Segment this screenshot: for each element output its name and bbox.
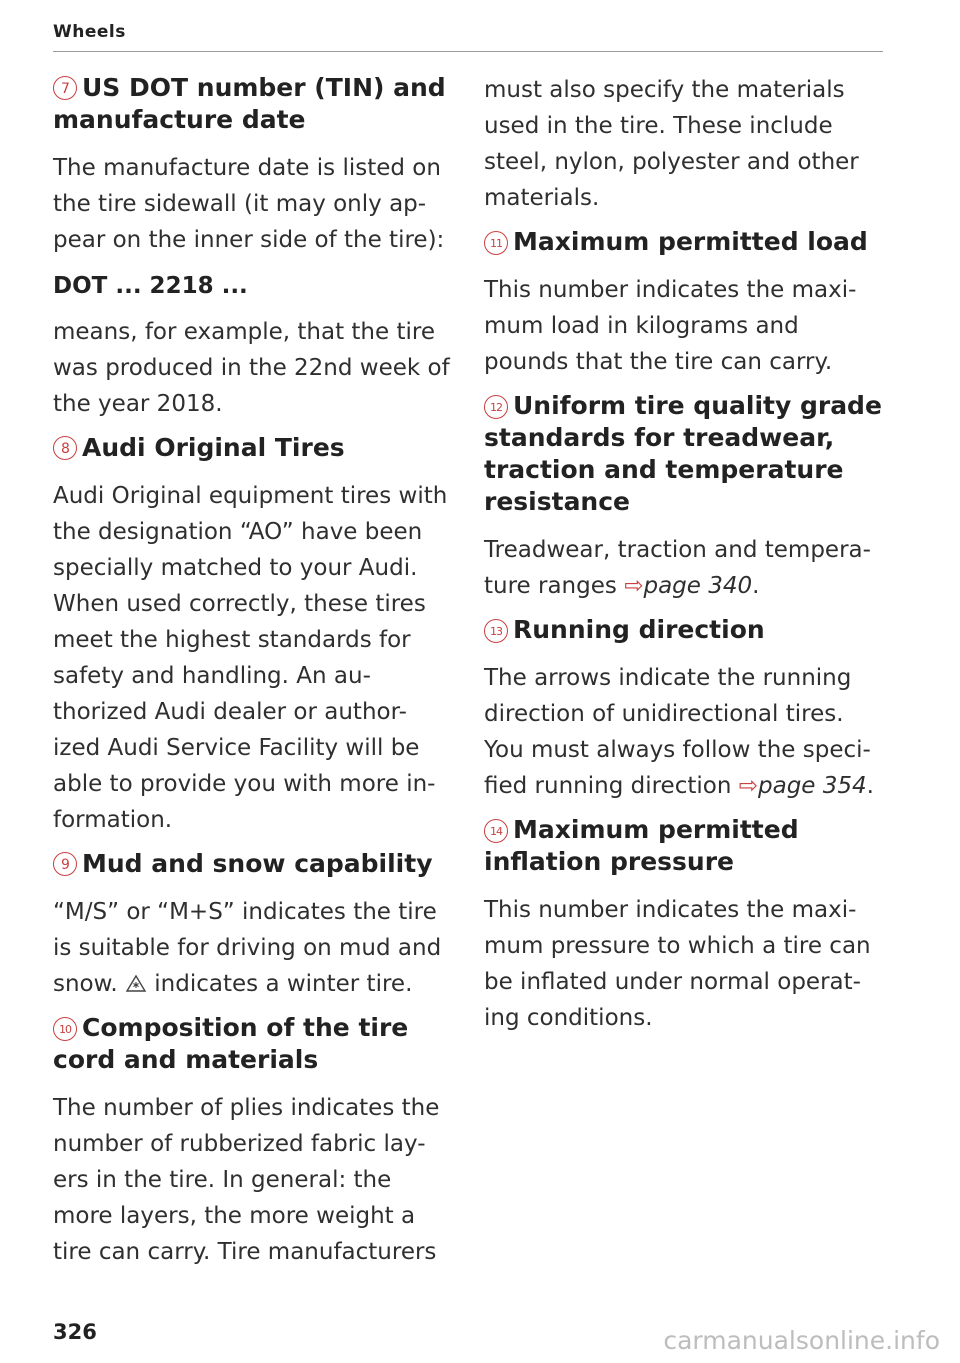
header-rule: [53, 51, 883, 52]
watermark: carmanualsonline.info: [663, 1326, 940, 1355]
section-11: [484, 226, 884, 380]
punctuation: .: [866, 773, 874, 799]
page-reference-text: page 340: [643, 573, 753, 599]
dot-code: DOT ... 2218 ...: [53, 273, 248, 299]
section-14: [484, 814, 884, 1036]
page-reference-text: page 354: [758, 773, 867, 799]
section-10: [53, 1012, 453, 1270]
section-heading: [484, 390, 884, 518]
section-heading: [53, 1012, 453, 1076]
callout-number: 8: [53, 436, 77, 460]
page-reference-link[interactable]: [624, 573, 752, 599]
body-text-part: Treadwear, traction and tempera-ture ranges: [484, 537, 871, 599]
section-heading: [53, 848, 453, 880]
arrow-right-icon: ⇨: [624, 573, 644, 599]
left-column: [53, 72, 453, 1280]
heading-text: Maximum permitted inflation pressure: [484, 815, 799, 876]
section-10-continued: [484, 72, 884, 216]
page-reference-link[interactable]: [739, 773, 867, 799]
callout-number: 14: [484, 819, 508, 843]
section-heading: [484, 226, 884, 258]
heading-text: Maximum permitted load: [513, 227, 868, 256]
body-text: The manufacture date is listed on the tire sidewall (it may only ap-pear on the inner side of the tire):: [53, 155, 445, 253]
section-7: [53, 72, 453, 422]
body-text: This number indicates the maxi-mum pressure to which a tire can be inflated under normal operat-ing conditions.: [484, 897, 871, 1031]
heading-text: Composition of the tire cord and materials: [53, 1013, 409, 1074]
punctuation: .: [752, 573, 760, 599]
section-heading: [53, 72, 453, 136]
heading-text: Running direction: [513, 615, 765, 644]
body-text-part: indicates a winter tire.: [154, 971, 413, 997]
callout-number: 12: [484, 395, 508, 419]
callout-number: 13: [484, 619, 508, 643]
body-text: [484, 532, 884, 604]
section-12: [484, 390, 884, 604]
body-text-part: The arrows indicate the running direction of unidirectional tires. You must always follow the speci-fied running direction: [484, 665, 871, 799]
heading-text: Mud and snow capability: [82, 849, 433, 878]
callout-number: 9: [53, 852, 77, 876]
body-text: means, for example, that the tire was produced in the 22nd week of the year 2018.: [53, 319, 450, 417]
right-column: [484, 72, 884, 1046]
heading-text: Uniform tire quality grade standards for treadwear, traction and temperature resistance: [484, 391, 882, 516]
body-text: [53, 894, 453, 1002]
section-9: [53, 848, 453, 1002]
section-heading: [484, 614, 884, 646]
heading-text: US DOT number (TIN) and manufacture date: [53, 73, 446, 134]
running-header: Wheels: [53, 22, 126, 42]
arrow-right-icon: ⇨: [738, 773, 759, 799]
body-text: Audi Original equipment tires with the designation “AO” have been specially matched to your Audi. When used correctly, these tires meet the highest standards for safety and handling. An au-thorized Audi dealer or author-ized Audi Service Facility will be able to provide you with more in-formation.: [53, 483, 448, 833]
callout-number: 10: [53, 1017, 77, 1041]
page-number: 326: [53, 1320, 97, 1344]
section-heading: [53, 432, 453, 464]
callout-number: 11: [484, 231, 508, 255]
body-text: The number of plies indicates the number of rubberized fabric lay-ers in the tire. In general: the more layers, the more weight a tire can carry. Tire manufacturers: [53, 1095, 440, 1265]
section-8: [53, 432, 453, 838]
snowflake-mountain-icon: [125, 973, 147, 993]
body-text: This number indicates the maxi-mum load in kilograms and pounds that the tire can carry.: [484, 277, 857, 375]
body-text: must also specify the materials used in the tire. These include steel, nylon, polyester and other materials.: [484, 77, 859, 211]
callout-number: 7: [53, 76, 77, 100]
body-text-part: “M/S” or “M+S” indicates the tire is suitable for driving on mud and snow.: [53, 899, 442, 997]
body-text: [484, 660, 884, 804]
section-13: [484, 614, 884, 804]
heading-text: Audi Original Tires: [82, 433, 345, 462]
section-heading: [484, 814, 884, 878]
